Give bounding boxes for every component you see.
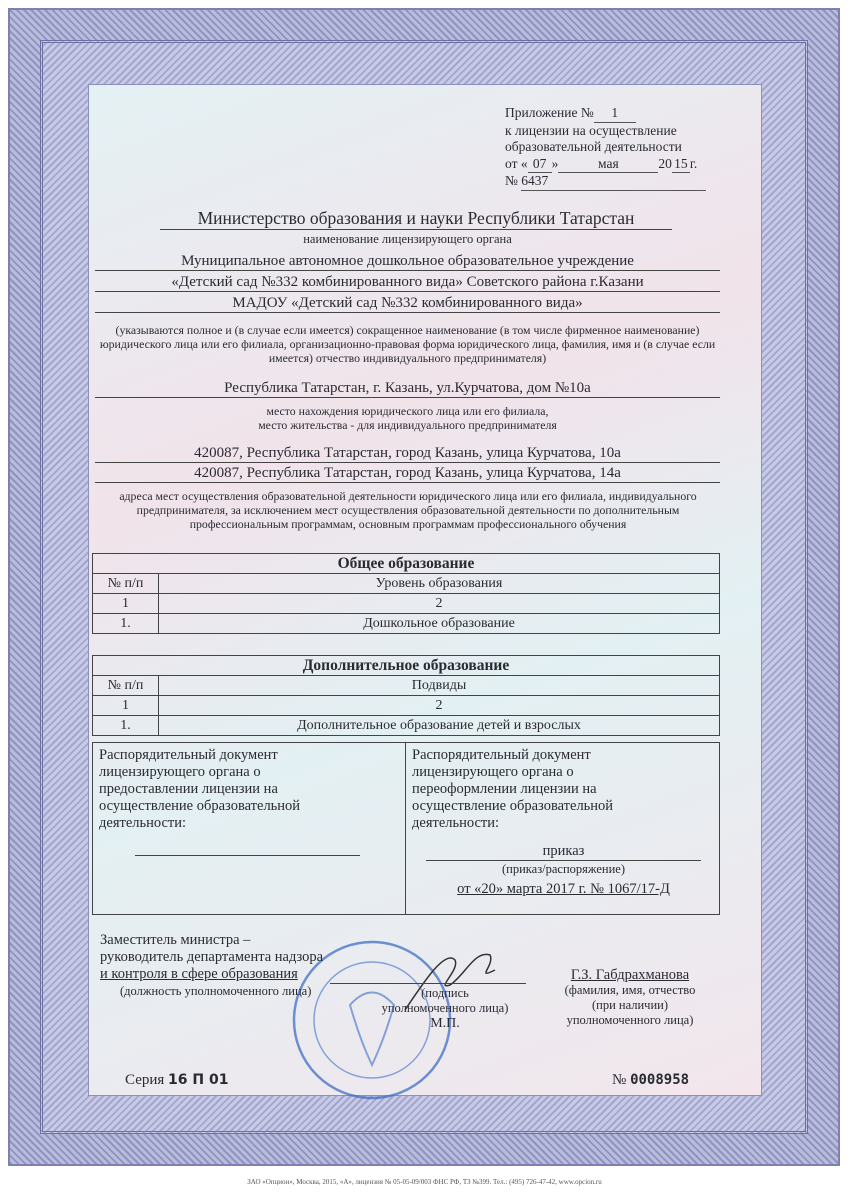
attachment-number: 1 bbox=[594, 105, 636, 123]
license-number: 6437 bbox=[521, 173, 706, 191]
additional-education-table: Дополнительное образование № п/п Подвиды 1 2 1. Дополнительное образование детей и взрослых bbox=[92, 655, 720, 736]
authority-name: Министерство образования и науки Республики Татарстан bbox=[160, 208, 672, 230]
grant-order-box: Распорядительный документ лицензирующего органа о предоставлении лицензии на осуществление образовательной деятельности: bbox=[92, 742, 406, 915]
table-row: 1. Дополнительное образование детей и взрослых bbox=[93, 716, 720, 736]
activity-address-1: 420087, Республика Татарстан, город Казань, улица Курчатова, 10а bbox=[95, 445, 720, 463]
printer-imprint: ЗАО «Опцион», Москва, 2015, «А», лицензия № 05-05-09/003 ФНС РФ, ТЗ №399. Тел.: (495) 726-47-42, www.opcion.ru bbox=[247, 1178, 602, 1186]
location: Республика Татарстан, г. Казань, ул.Курчатова, дом №10а bbox=[95, 380, 720, 398]
activity-address-2: 420087, Республика Татарстан, город Казань, улица Курчатова, 14а bbox=[95, 465, 720, 483]
org-short-name: МАДОУ «Детский сад №332 комбинированного вида» bbox=[95, 295, 720, 313]
signatory-position: Заместитель министра – руководитель департамента надзора и контроля в сфере образования (должность уполномоченного лица) bbox=[100, 932, 324, 998]
reissue-order-ref: от «20» марта 2017 г. № 1067/17-Д bbox=[457, 881, 670, 897]
reissue-order-box: Распорядительный документ лицензирующего органа о переоформлении лицензии на осуществление образовательной деятельности: приказ (приказ/распоряжение) от «20» марта 2017 г. № 1067/17-Д bbox=[405, 742, 720, 915]
form-number: № 0008958 bbox=[612, 1072, 690, 1088]
table-row: 1. Дошкольное образование bbox=[93, 614, 720, 634]
series: Серия 16 П 01 bbox=[125, 1072, 229, 1088]
signatory-name: Г.З. Габдрахманова bbox=[570, 967, 690, 983]
org-name-line2: «Детский сад №332 комбинированного вида» Советского района г.Казани bbox=[95, 274, 720, 292]
attachment-block: Приложение № 1 к лицензии на осуществление образовательной деятельности от « 07 » мая 20 15 г. № 6437 bbox=[505, 105, 706, 191]
org-name-line1: Муниципальное автономное дошкольное образовательное учреждение bbox=[95, 253, 720, 271]
general-education-table: Общее образование № п/п Уровень образования 1 2 1. Дошкольное образование bbox=[92, 553, 720, 634]
